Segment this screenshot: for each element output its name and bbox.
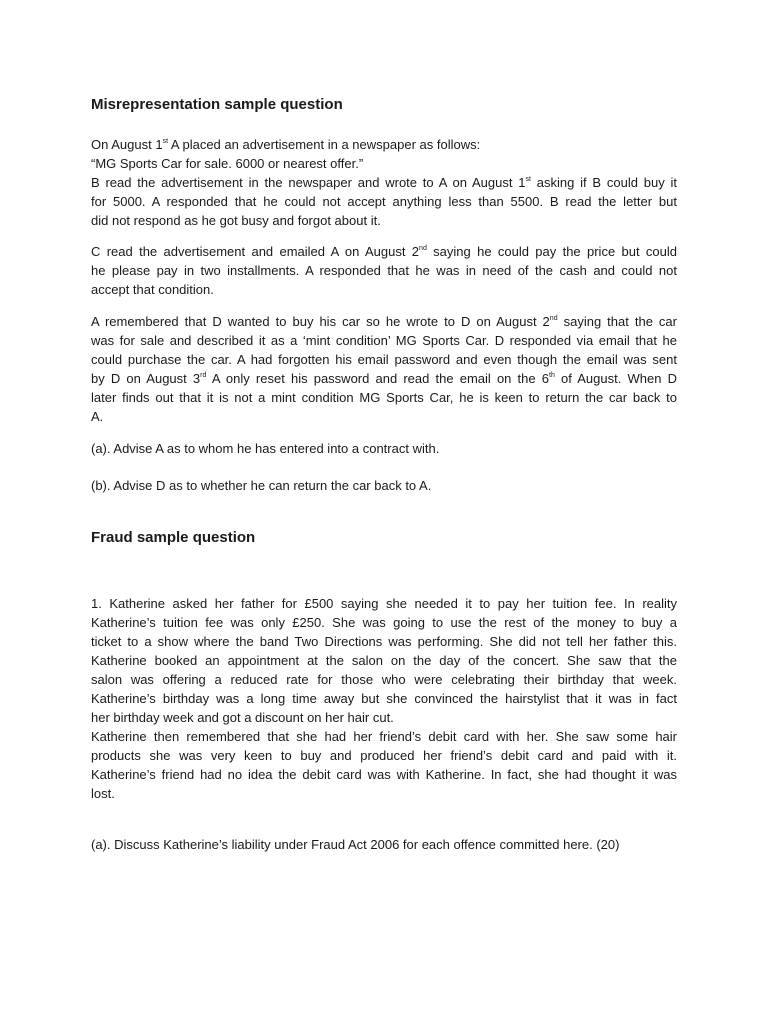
text-line: A remembered that D wanted to buy his car so he wrote to D on August 2nd saying that the car: [91, 314, 677, 329]
text-line: Katherine’s tuition fee was only £250. She was going to use the rest of the money to buy a: [91, 615, 677, 630]
misrep-question-a: [91, 439, 677, 458]
fraud-question-a: [91, 835, 677, 854]
text-line: lost.: [91, 786, 115, 801]
text-line: A.: [91, 409, 104, 424]
text-line: Katherine’s birthday was a long time away but she convinced the hairstylist that it was in fact: [91, 691, 677, 706]
misrep-question-b: [91, 476, 677, 495]
text-line: could purchase the car. A had forgotten his email password and even though the email was sent: [91, 352, 677, 367]
text-line: On August 1st A placed an advertisement in a newspaper as follows:: [91, 137, 481, 152]
text-line: later finds out that it is not a mint condition MG Sports Car, he is keen to return the car back to: [91, 390, 677, 405]
text-line: her birthday week and got a discount on her hair cut.: [91, 710, 394, 725]
text-line: Katherine booked an appointment at the salon on the day of the concert. She saw that the: [91, 653, 677, 668]
text-line: C read the advertisement and emailed A on August 2nd saying he could pay the price but could: [91, 244, 677, 259]
text-line: by D on August 3rd A only reset his password and read the email on the 6th of August. When D: [91, 371, 677, 386]
fraud-paragraph-1: [91, 594, 677, 803]
text-line: ticket to a show where the band Two Directions was performing. She did not tell her father this.: [91, 634, 677, 649]
misrep-paragraph-3: [91, 312, 677, 426]
misrep-paragraph-1: [91, 135, 677, 230]
text-line: Katherine then remembered that she had her friend’s debit card with her. She saw some hair: [91, 729, 677, 744]
question-text: (a). Discuss Katherine’s liability under Fraud Act 2006 for each offence committed here. (20): [91, 837, 620, 852]
misrep-paragraph-2: [91, 242, 677, 299]
misrepresentation-heading: Misrepresentation sample question: [91, 96, 343, 113]
text-line: “MG Sports Car for sale. 6000 or nearest offer.”: [91, 156, 364, 171]
text-line: was for sale and described it as a ‘mint condition’ MG Sports Car. D responded via email that he: [91, 333, 677, 348]
text-line: salon was offering a reduced rate for those who were celebrating their birthday that week.: [91, 672, 677, 687]
question-text: (a). Advise A as to whom he has entered into a contract with.: [91, 441, 440, 456]
text-line: accept that condition.: [91, 282, 214, 297]
text-line: products she was very keen to buy and produced her friend’s debit card and paid with it.: [91, 748, 677, 763]
fraud-heading: Fraud sample question: [91, 529, 256, 546]
text-line: Katherine’s friend had no idea the debit card was with Katherine. In fact, she had thought it was: [91, 767, 677, 782]
text-line: did not respond as he got busy and forgot about it.: [91, 213, 381, 228]
text-line: B read the advertisement in the newspaper and wrote to A on August 1st asking if B could buy it: [91, 175, 677, 190]
text-line: he please pay in two installments. A responded that he was in need of the cash and could not: [91, 263, 677, 278]
question-text: (b). Advise D as to whether he can return the car back to A.: [91, 478, 432, 493]
text-line: for 5000. A responded that he could not accept anything less than 5500. B read the letter but: [91, 194, 677, 209]
text-line: 1. Katherine asked her father for £500 saying she needed it to pay her tuition fee. In reality: [91, 596, 677, 611]
